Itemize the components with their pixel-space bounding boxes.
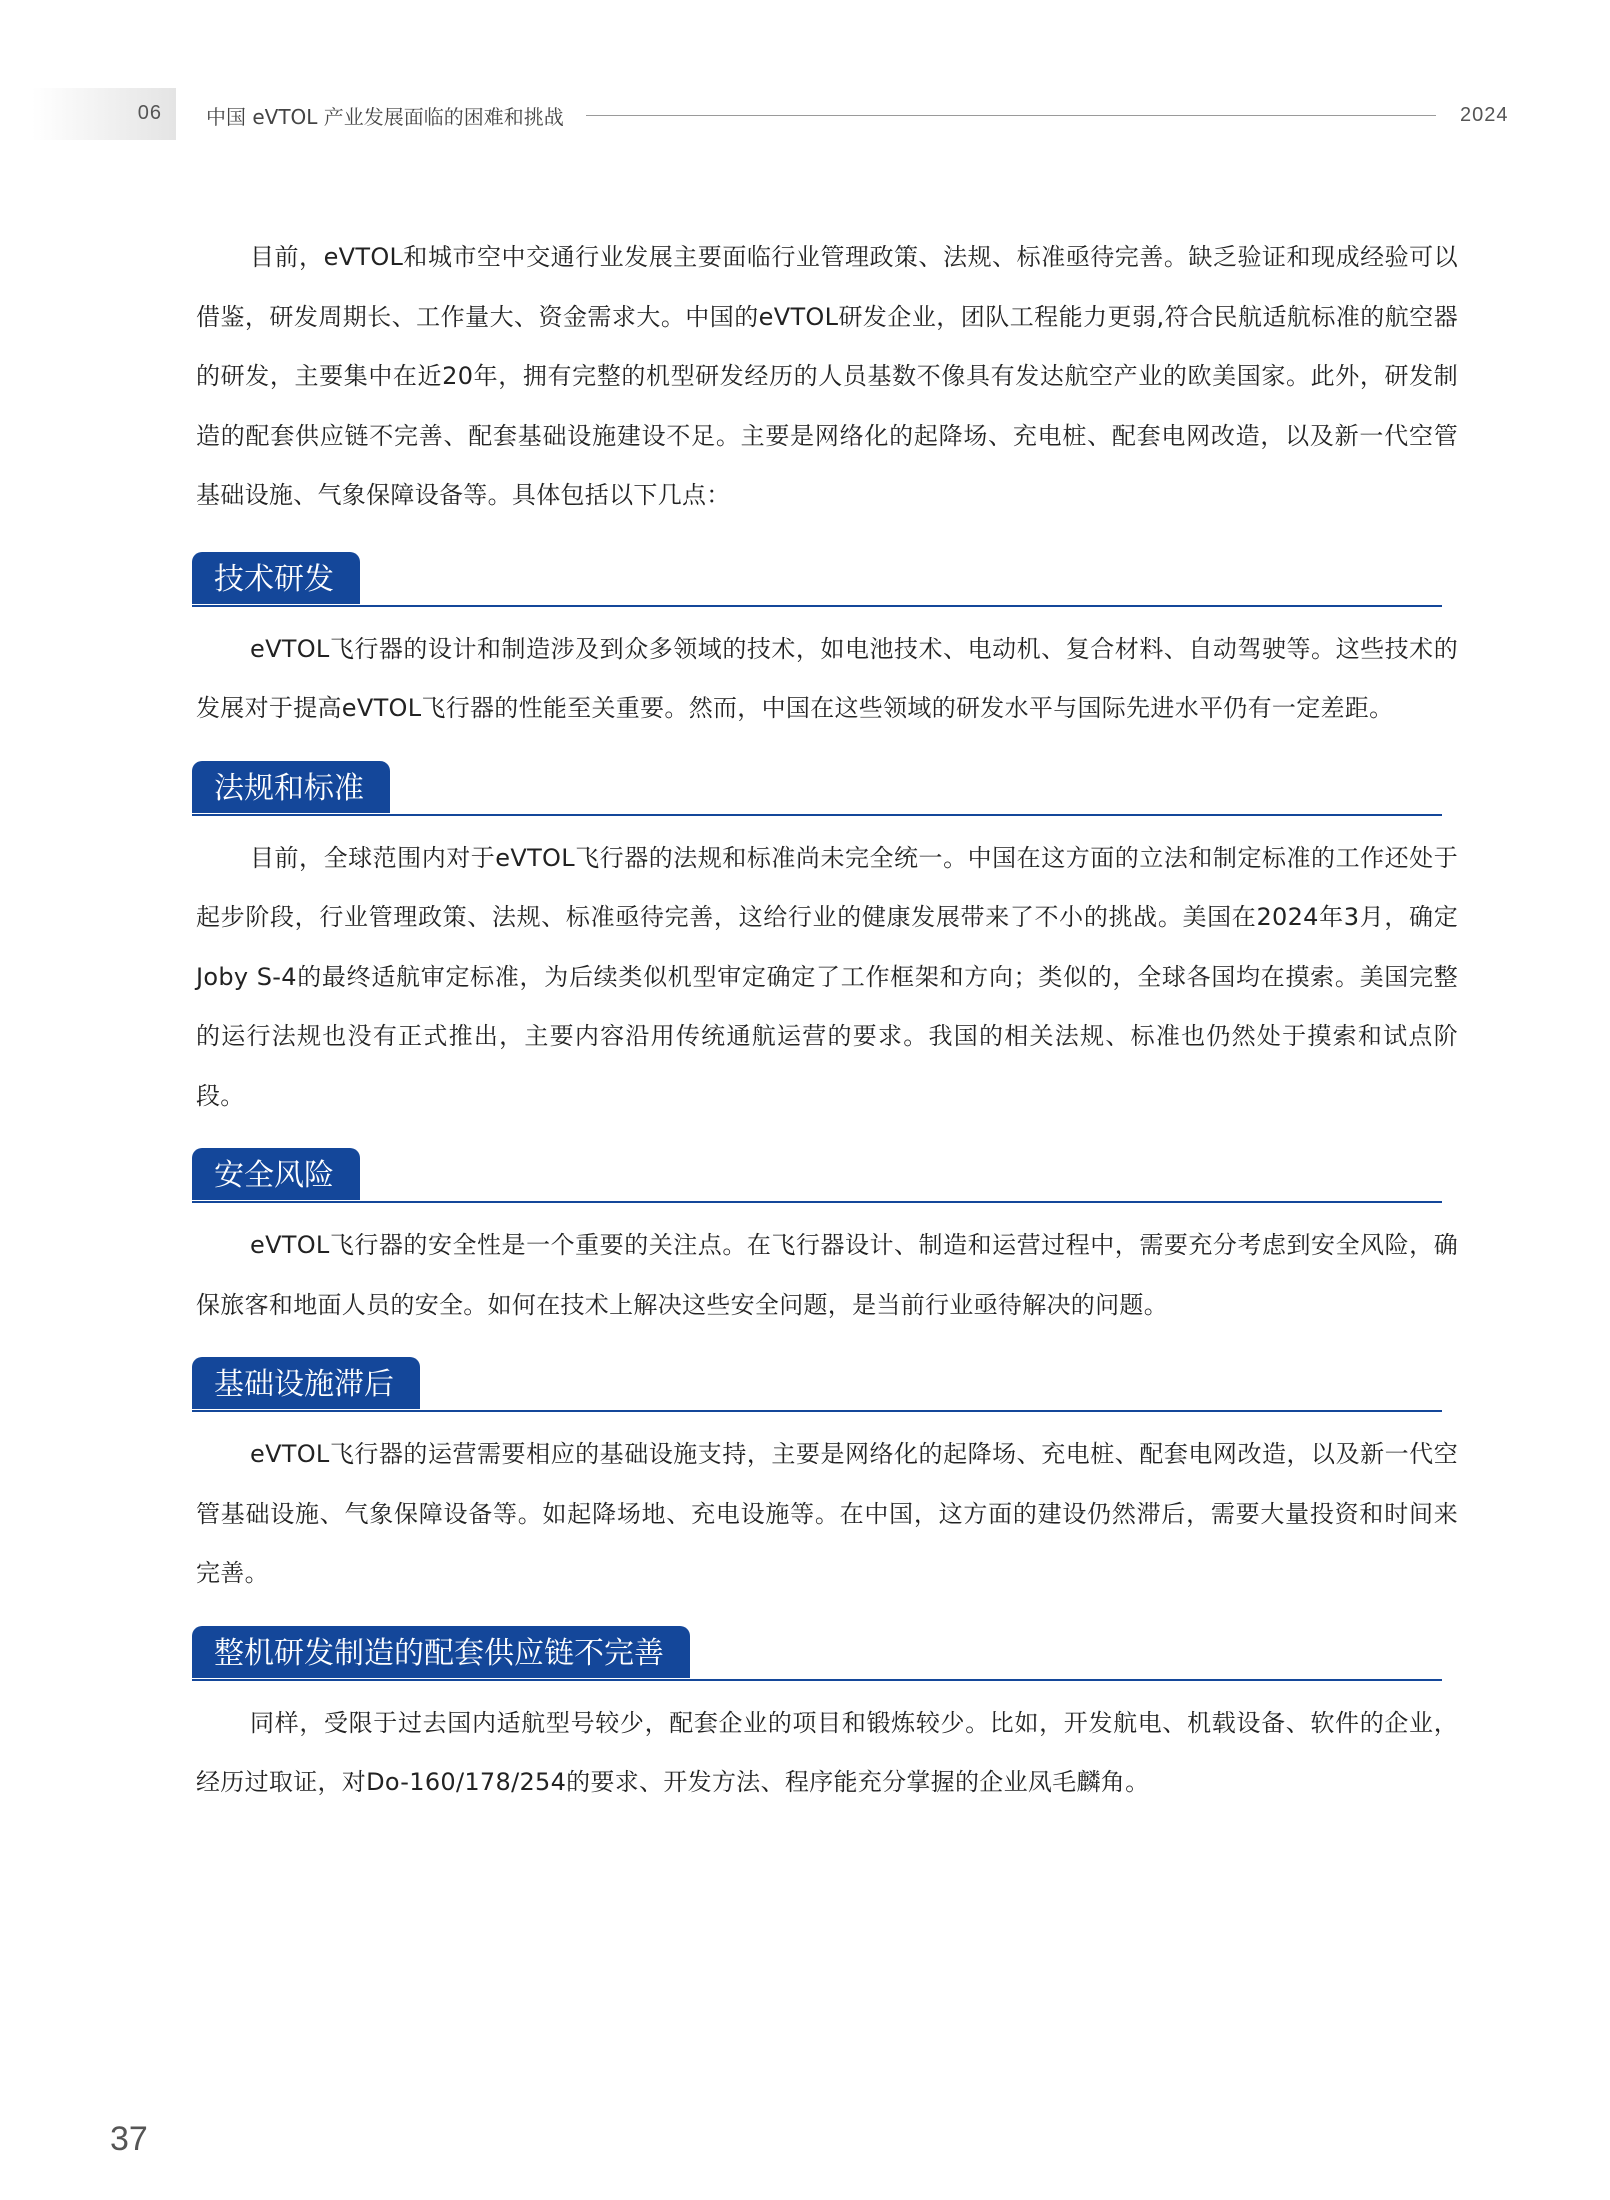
section-body-supply-chain: 同样，受限于过去国内适航型号较少，配套企业的项目和锻炼较少。比如，开发航电、机载设备、软件的企业，经历过取证，对Do-160/178/254的要求、开发方法、程序能充分掌握的企业凤毛麟角。 xyxy=(196,1708,1458,1796)
section-tab xyxy=(192,1626,690,1678)
section-body-tech-rd: eVTOL飞行器的设计和制造涉及到众多领域的技术，如电池技术、电动机、复合材料、自动驾驶等。这些技术的发展对于提高eVTOL飞行器的性能至关重要。然而，中国在这些领域的研发水平与国际先进水平仍有一定差距。 xyxy=(196,634,1458,722)
section-tab xyxy=(192,761,390,813)
chapter-number: 06 xyxy=(137,102,162,124)
header-year: 2024 xyxy=(1460,104,1509,126)
section-underline xyxy=(192,1201,1442,1203)
section-header-safety xyxy=(196,1148,1458,1206)
section-header-tech-rd xyxy=(196,552,1458,610)
section-header-infrastructure xyxy=(196,1357,1458,1415)
chapter-title: 中国 eVTOL 产业发展面临的困难和挑战 xyxy=(206,105,564,129)
section-underline xyxy=(192,605,1442,607)
section-title: 技术研发 xyxy=(214,561,334,597)
page-header xyxy=(0,88,1610,140)
section-tab xyxy=(192,1357,420,1409)
main-content xyxy=(196,228,1458,1813)
section-body-regulation: 目前，全球范围内对于eVTOL飞行器的法规和标准尚未完全统一。中国在这方面的立法和制定标准的工作还处于起步阶段，行业管理政策、法规、标准亟待完善，这给行业的健康发展带来了不小的挑战。美国在2024年3月，确定Joby S-4的最终适航审定标准，为后续类似机型审定确定了工作框架和方向；类似的，全球各国均在摸索。美国完整的运行法规也没有正式推出，主要内容沿用传统通航运营的要求。我国的相关法规、标准也仍然处于摸索和试点阶段。 xyxy=(196,843,1458,1110)
section-title: 法规和标准 xyxy=(214,770,364,806)
section-title: 安全风险 xyxy=(214,1158,334,1193)
section-title: 整机研发制造的配套供应链不完善 xyxy=(214,1635,664,1671)
section-tab xyxy=(192,552,360,604)
header-divider xyxy=(586,115,1436,116)
section-title: 基础设施滞后 xyxy=(214,1367,394,1402)
section-header-supply-chain xyxy=(196,1626,1458,1684)
section-body-infrastructure: eVTOL飞行器的运营需要相应的基础设施支持，主要是网络化的起降场、充电桩、配套电网改造，以及新一代空管基础设施、气象保障设备等。如起降场地、充电设施等。在中国，这方面的建设仍然滞后，需要大量投资和时间来完善。 xyxy=(196,1440,1458,1587)
section-tab xyxy=(192,1148,360,1200)
section-underline xyxy=(192,1679,1442,1681)
intro-paragraph: 目前，eVTOL和城市空中交通行业发展主要面临行业管理政策、法规、标准亟待完善。缺乏验证和现成经验可以借鉴，研发周期长、工作量大、资金需求大。中国的eVTOL研发企业，团队工程能力更弱,符合民航适航标准的航空器的研发，主要集中在近20年，拥有完整的机型研发经历的人员基数不像具有发达航空产业的欧美国家。此外，研发制造的配套供应链不完善、配套基础设施建设不足。主要是网络化的起降场、充电桩、配套电网改造，以及新一代空管基础设施、气象保障设备等。具体包括以下几点： xyxy=(196,243,1458,509)
chapter-number-box xyxy=(32,88,176,140)
section-underline xyxy=(192,1410,1442,1412)
section-underline xyxy=(192,814,1442,816)
section-header-regulation xyxy=(196,761,1458,819)
section-body-safety: eVTOL飞行器的安全性是一个重要的关注点。在飞行器设计、制造和运营过程中，需要充分考虑到安全风险，确保旅客和地面人员的安全。如何在技术上解决这些安全问题，是当前行业亟待解决的问题。 xyxy=(196,1231,1458,1319)
page-number: 37 xyxy=(110,2120,148,2158)
